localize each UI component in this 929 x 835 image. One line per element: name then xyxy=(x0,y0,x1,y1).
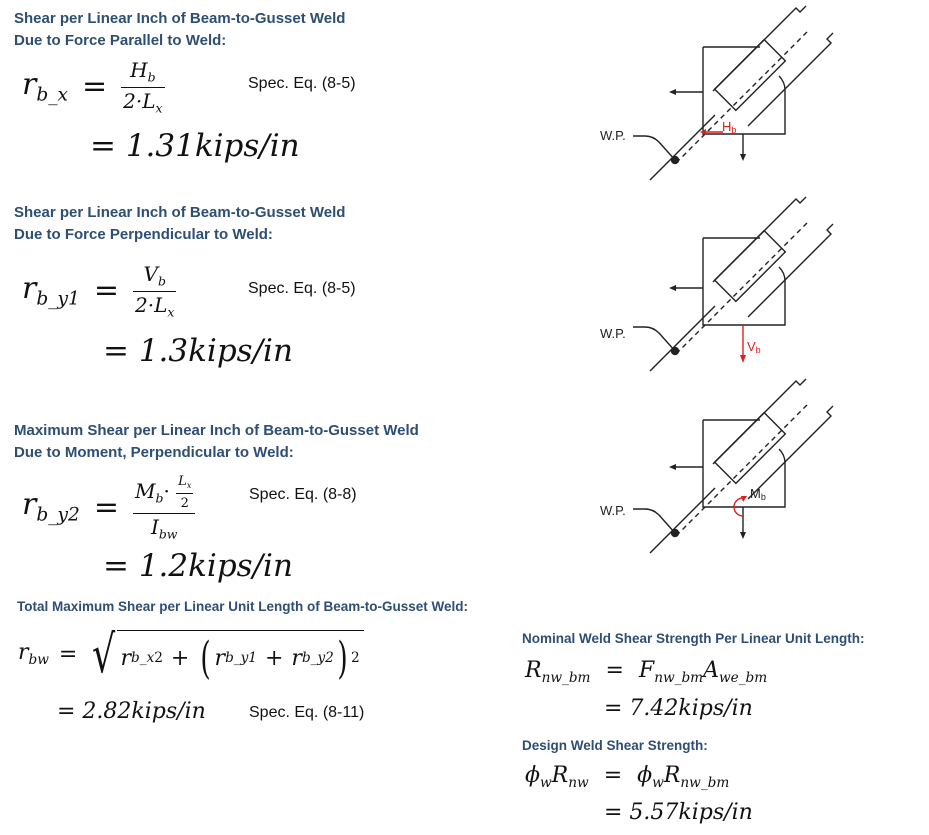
section3-lhs: $r_{b\_y2}$ xyxy=(22,487,80,526)
sqrt-symbol: √ xyxy=(92,625,116,685)
section1-heading-line2: Due to Force Parallel to Weld: xyxy=(14,32,227,49)
section3-inner-fraction: $\frac{L_x}{2}$ xyxy=(178,474,192,511)
section1-result: = 1.31kips/in xyxy=(90,128,300,164)
diagram-force-perpendicular xyxy=(595,193,835,378)
section2-equation: $r_{b\_y1}$ = $\frac{V_b}{2\cdot L_x}$ xyxy=(22,262,175,320)
work-point xyxy=(672,530,679,537)
section3-equation: $r_{b\_y2}$ = $M_b\cdot$ $\frac{L_x}{2}$ $I_{bw}$ xyxy=(22,475,195,541)
section1-fraction: $\frac{H_b}{2\cdot L_x}$ xyxy=(123,58,163,116)
section2-heading-line1: Shear per Linear Inch of Beam-to-Gusset Weld xyxy=(14,204,346,221)
diagram-force-parallel xyxy=(595,2,835,187)
section1-heading-line1: Shear per Linear Inch of Beam-to-Gusset Weld xyxy=(14,10,346,27)
sqrt-radicand: r b_x 2 + ( r b_y1 + r b_y2 ) 2 xyxy=(117,630,364,681)
section3-heading-line2: Due to Moment, Perpendicular to Weld: xyxy=(14,444,294,461)
wp-leader xyxy=(633,509,675,533)
force-label-vb: Vb xyxy=(747,339,761,355)
section4-spec: Spec. Eq. (8-11) xyxy=(249,704,365,721)
section3-result: = 1.2kips/in xyxy=(103,548,293,584)
section3-heading xyxy=(14,420,419,464)
wp-label: W.P. xyxy=(600,503,626,518)
wp-leader xyxy=(633,136,675,160)
section4-heading: Total Maximum Shear per Linear Unit Length of Beam-to-Gusset Weld: xyxy=(17,599,469,614)
section3-fraction: $M_b\cdot$ $\frac{L_x}{2}$ $I_{bw}$ xyxy=(133,475,195,541)
wp-label: W.P. xyxy=(600,326,626,341)
section5-result: = 7.42kips/in xyxy=(604,696,753,721)
section6-equation: $\phi_wR_{nw} = \phi_wR_{nw\_bm}$ xyxy=(525,763,730,791)
wp-line xyxy=(650,488,715,553)
section2-fraction: $\frac{V_b}{2\cdot L_x}$ xyxy=(135,262,175,320)
section6-heading: Design Weld Shear Strength: xyxy=(522,738,708,753)
work-point xyxy=(672,348,679,355)
section2-heading xyxy=(14,202,345,246)
section2-spec: Spec. Eq. (8-5) xyxy=(248,280,356,297)
wp-line xyxy=(650,115,715,180)
section5-equation: $R_{nw\_bm} = F_{nw\_bm}A_{we\_bm}$ xyxy=(525,658,768,686)
wp-line xyxy=(650,306,715,371)
section1-lhs: $r_{b\_x}$ xyxy=(22,66,69,106)
section2-heading-line2: Due to Force Perpendicular to Weld: xyxy=(14,226,273,243)
brace-member xyxy=(675,6,833,164)
brace-member xyxy=(675,379,833,537)
force-label-hb: Hb xyxy=(722,119,737,135)
work-point xyxy=(672,157,679,164)
wp-label: W.P. xyxy=(600,128,626,143)
section2-lhs: $r_{b\_y1}$ xyxy=(22,270,80,310)
section3-spec: Spec. Eq. (8-8) xyxy=(249,486,357,503)
section3-heading-line1: Maximum Shear per Linear Inch of Beam-to-Gusset Weld xyxy=(14,422,419,439)
section5-heading: Nominal Weld Shear Strength Per Linear Unit Length: xyxy=(522,631,865,646)
section4-result: = 2.82kips/in xyxy=(57,699,206,724)
section1-heading xyxy=(14,8,345,52)
wp-leader xyxy=(633,327,675,351)
section2-result: = 1.3kips/in xyxy=(103,333,293,369)
section1-equation: $r_{b\_x}$ = $\frac{H_b}{2\cdot L_x}$ xyxy=(22,58,163,116)
brace-member xyxy=(675,197,833,355)
section4-lhs: $r_{bw}$ xyxy=(18,640,49,669)
section1-spec: Spec. Eq. (8-5) xyxy=(248,75,356,92)
section6-result: = 5.57kips/in xyxy=(604,800,753,825)
section4-equation: $r_{bw}$ = √ r b_x 2 + ( r b_y1 + r b_y2 ) 2 xyxy=(18,622,364,688)
diagram-moment xyxy=(595,375,835,560)
force-label-mb: Mb xyxy=(750,486,766,502)
